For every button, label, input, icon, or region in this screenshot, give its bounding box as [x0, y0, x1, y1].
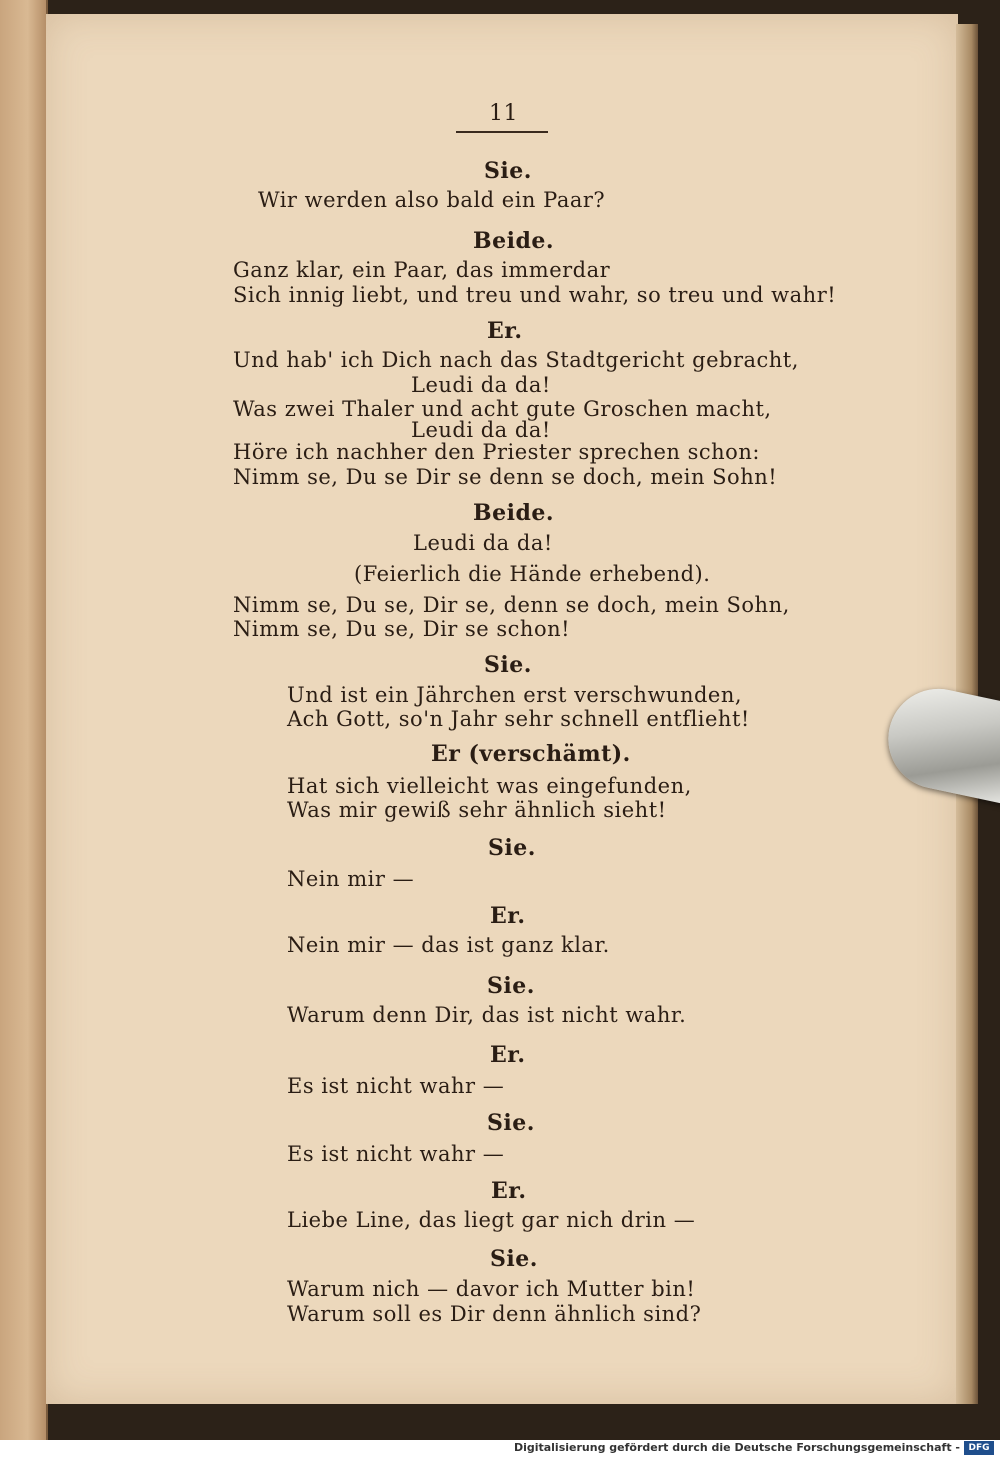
verse-line: Höre ich nachher den Priester sprechen schon:	[233, 440, 760, 464]
speaker-heading: Sie.	[487, 973, 535, 999]
funding-notice: Digitalisierung gefördert durch die Deutsche Forschungsgemeinschaft -	[513, 1441, 960, 1454]
verse-line: Hat sich vielleicht was eingefunden,	[287, 774, 692, 798]
speaker-heading: Sie.	[484, 158, 532, 184]
verse-line: Was zwei Thaler und acht gute Groschen macht,	[233, 397, 772, 421]
verse-line: Warum nich — davor ich Mutter bin!	[287, 1277, 696, 1301]
speaker-heading: Er.	[490, 903, 526, 929]
verse-line: Es ist nicht wahr —	[287, 1074, 505, 1098]
verse-line: Liebe Line, das liegt gar nich drin —	[287, 1208, 696, 1232]
verse-line: Sich innig liebt, und treu und wahr, so treu und wahr!	[233, 283, 837, 307]
speaker-heading: Beide.	[473, 228, 554, 254]
verse-line: Nimm se, Du se, Dir se, denn se doch, mein Sohn,	[233, 593, 790, 617]
verse-line: Nein mir — das ist ganz klar.	[287, 933, 610, 957]
speaker-heading: Beide.	[473, 500, 554, 526]
verse-line: Ganz klar, ein Paar, das immerdar	[233, 258, 611, 282]
speaker-heading: Sie.	[488, 835, 536, 861]
previous-page-edge	[0, 0, 48, 1440]
verse-line: Es ist nicht wahr —	[287, 1142, 505, 1166]
verse-line: Warum soll es Dir denn ähnlich sind?	[287, 1302, 702, 1326]
speaker-heading: Er.	[487, 318, 523, 344]
page-number-rule	[456, 131, 548, 133]
refrain-line: Leudi da da!	[413, 531, 553, 555]
verse-line: Warum denn Dir, das ist nicht wahr.	[287, 1003, 687, 1027]
speaker-heading: Sie.	[484, 652, 532, 678]
page-number: 11	[489, 101, 518, 126]
verse-line: Nein mir —	[287, 867, 415, 891]
verse-line: Nimm se, Du se, Dir se schon!	[233, 617, 571, 641]
verse-line: Ach Gott, so'n Jahr sehr schnell entflieht!	[287, 707, 750, 731]
speaker-heading: Sie.	[487, 1110, 535, 1136]
verse-line: Was mir gewiß sehr ähnlich sieht!	[287, 798, 667, 822]
verse-line: Nimm se, Du se Dir se denn se doch, mein Sohn!	[233, 465, 778, 489]
dfg-logo: DFG	[964, 1441, 994, 1455]
verse-line: Und ist ein Jährchen erst verschwunden,	[287, 683, 743, 707]
footer-bar	[0, 1440, 1000, 1457]
speaker-heading: Er.	[491, 1178, 527, 1204]
verse-line: Und hab' ich Dich nach das Stadtgericht gebracht,	[233, 348, 799, 372]
speaker-heading: Sie.	[490, 1246, 538, 1272]
speaker-heading: Er.	[490, 1042, 526, 1068]
speaker-heading: Er (verschämt).	[431, 741, 631, 767]
verse-line: Wir werden also bald ein Paar?	[258, 188, 606, 212]
refrain-line: Leudi da da!	[411, 418, 551, 442]
refrain-line: Leudi da da!	[411, 373, 551, 397]
stage-direction: (Feierlich die Hände erhebend).	[354, 562, 711, 586]
